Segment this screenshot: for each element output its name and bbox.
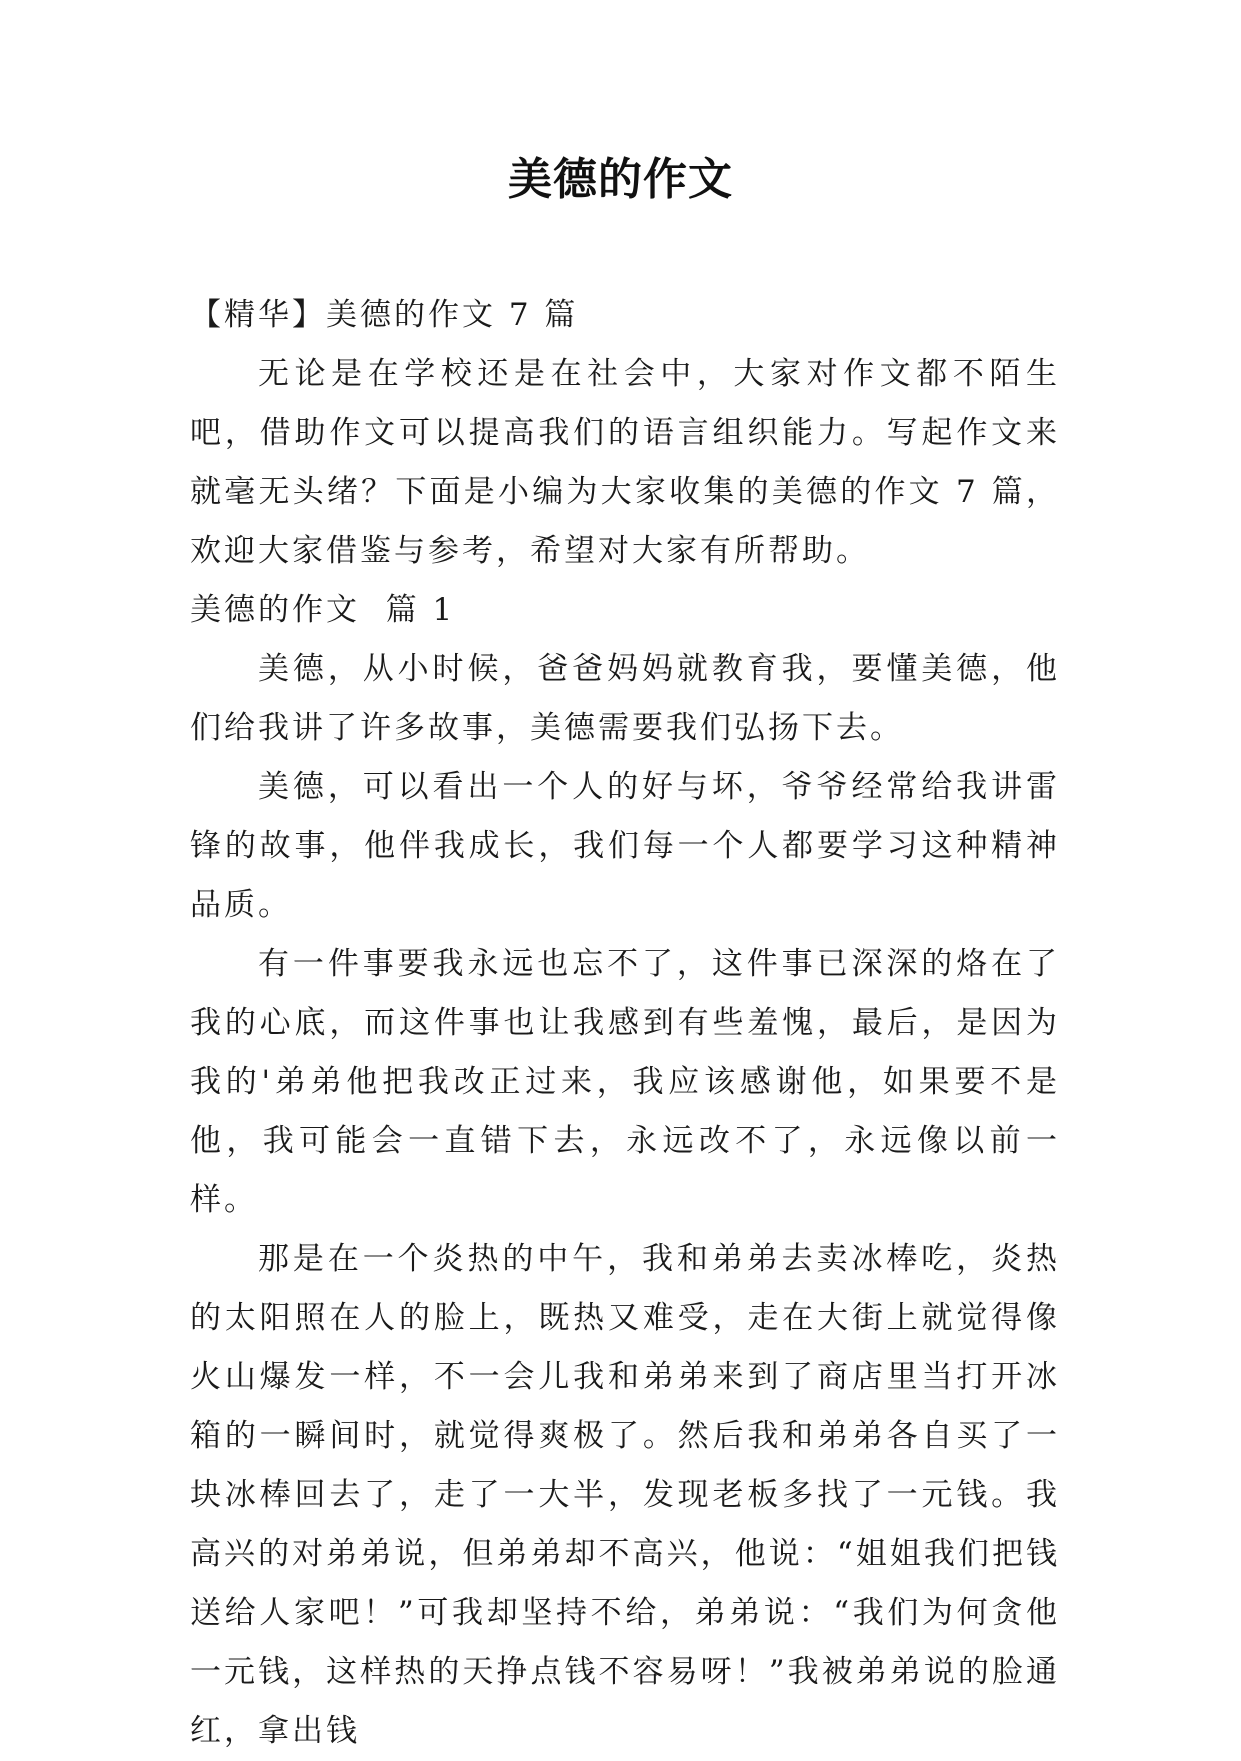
body-paragraph: 美德，从小时候，爸爸妈妈就教育我，要懂美德，他们给我讲了许多故事，美德需要我们弘扬下去。 — [190, 651, 1060, 746]
body-paragraph: 有一件事要我永远也忘不了，这件事已深深的烙在了我的心底，而这件事也让我感到有些羞愧，最后，是因为我的'弟弟他把我改正过来，我应该感谢他，如果要不是他，我可能会一直错下去，永远改不了，永远像以前一样。 — [190, 946, 1060, 1218]
intro-paragraph: 无论是在学校还是在社会中，大家对作文都不陌生吧，借助作文可以提高我们的语言组织能力。写起作文来就毫无头绪？下面是小编为大家收集的美德的作文 7 篇，欢迎大家借鉴与参考，希望对大家有所帮助。 — [190, 356, 1060, 569]
section-heading: 美德的作文 篇 1 — [190, 592, 456, 628]
body-paragraph: 那是在一个炎热的中午，我和弟弟去卖冰棒吃，炎热的太阳照在人的脸上，既热又难受，走在大街上就觉得像火山爆发一样，不一会儿我和弟弟来到了商店里当打开冰箱的一瞬间时，就觉得爽极了。然后我和弟弟各自买了一块冰棒回去了，走了一大半，发现老板多找了一元钱。我高兴的对弟弟说，但弟弟却不高兴，他说：“姐姐我们把钱送给人家吧！”可我却坚持不给，弟弟说：“我们为何贪他一元钱，这样热的天挣点钱不容易呀！”我被弟弟说的脸通红，拿出钱 — [190, 1241, 1060, 1749]
subtitle-line: 【精华】美德的作文 7 篇 — [190, 297, 579, 333]
document-body — [190, 286, 1060, 1761]
body-paragraph: 美德，可以看出一个人的好与坏，爷爷经常给我讲雷锋的故事，他伴我成长，我们每一个人都要学习这种精神品质。 — [190, 769, 1060, 923]
document-title: 美德的作文 — [508, 154, 733, 205]
